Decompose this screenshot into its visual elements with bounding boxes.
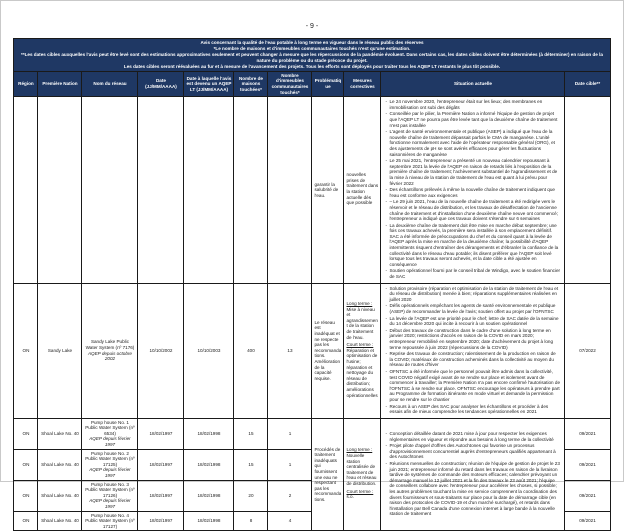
cell-problem: Le réseau est inadéquat et ne respecte pas les recommandations. Amélioration de la capacité requise.	[312, 283, 344, 418]
situation-item: - La levée de l'AQEP est une priorité pour le chef; lettre de SAC datée de la semaine du 14 décembre 2020 qui incite à recourir à un soutien opérationnel	[384, 316, 560, 327]
situation-item: - Le 24 novembre 2020, l'entrepreneur était sur les lieux; des membranes en immobilisation ont subi des dégâts	[384, 99, 560, 110]
cell-target-date	[565, 97, 610, 283]
cell-nation: Shoal Lake No. 40	[38, 418, 82, 449]
cell-buildings: 4	[268, 511, 312, 531]
header-target: Date cible**	[565, 71, 610, 96]
cell-nation	[38, 97, 82, 283]
header-situation: Situation actuelle	[381, 71, 565, 96]
network-name: Pump house No. 4 Public Water System (nº 17127)	[85, 512, 135, 529]
cell-region: ON	[14, 511, 38, 531]
cell-nation: Sandy Lake	[38, 283, 82, 418]
cell-homes: 8	[234, 511, 268, 531]
cell-situation	[381, 97, 565, 283]
cell-measures	[344, 97, 381, 283]
table-row-shoal-1	[14, 418, 610, 449]
situation-list	[383, 285, 562, 417]
banner-note-dates: **Les dates cibles auxquelles l'avis peut être levé sont des estimations approximatives seulement et peuvent changer à mesure que les répercussions de la pandémie évoluent. Dans certains cas, les dates cibles doivent être déterminées (à déterminer) en raison de la nature du problème ou du stade précoce du projet.	[21, 51, 603, 63]
situation-item: - Conception détaillée datant de 2021 mise à jour pour respecter les exigences réglementaires en vigueur et répondre aux besoins à long terme de la collectivité	[384, 431, 560, 442]
cell-network	[82, 511, 138, 531]
header-date-lt: Date à laquelle l'avis est devenu un AQEP LT (JJ/MM/AAAA)	[184, 71, 234, 96]
header-measures: Mesures correctives	[344, 71, 381, 96]
short-term-text: s.o.	[346, 494, 354, 500]
short-term-text: Réparation et optimisation de l'usine; réparation et nettoyage du réseau de distribution; améliorations opérationnelles	[346, 347, 378, 398]
cell-measures	[344, 283, 381, 418]
cell-target-date: 09/2021	[565, 480, 610, 511]
cell-nation: Shoal Lake No. 40	[38, 480, 82, 511]
long-term-label: Long terme :	[346, 301, 373, 307]
situation-item: - Le 25 mai 2021, l'entrepreneur a présenté un nouveau calendrier repoussant à septembre 2021 la levée de l'AQEP en raison de retards liés à l'exposition de la première chaîne de traitement; l'achèvement substantiel de l'agrandissement et de la mise à niveau de la station de traitement de l'eau est quant à lui prévu pour février 2022	[384, 158, 560, 186]
cell-nation: Shoal Lake No. 40	[38, 511, 82, 531]
cell-date-lt: 18/02/1998	[184, 480, 234, 511]
situation-item: - Défis opérationnels empêchant les agents de santé environnementale et publique (ASEP) de recommander la levée de l'avis; soutien offert au projet par l'OFNTSC	[384, 303, 560, 314]
header-problem: Problématique	[312, 71, 344, 96]
cell-buildings	[268, 97, 312, 283]
network-note: AQEP depuis février 1997	[89, 498, 131, 509]
cell-target-date: 07/2022	[565, 283, 610, 418]
banner-title: Avis concernant la qualité de l'eau potable à long terme en vigueur dans le réseau public des réserves	[200, 40, 424, 45]
network-note: AQEP depuis octobre 2002	[87, 350, 132, 362]
long-term-text: Nouvelle station centralisée de traitement de l'eau et réseau de distribution.	[346, 452, 377, 486]
cell-homes: 20	[234, 480, 268, 511]
cell-buildings: 1	[268, 449, 312, 480]
short-term-label: Court terme :	[346, 488, 374, 494]
table-row-sandy-lake	[14, 283, 610, 418]
cell-network	[82, 480, 138, 511]
measures-fragment: nouvelles prises de traitement dans la station actuelle dès que possible	[346, 172, 379, 206]
header-network: Nom du réseau	[82, 71, 138, 96]
situation-item: - – Le 29 juin 2021, l'eau de la nouvelle chaîne de traitement a été redirigée vers le réservoir et le réseau de distribution, et les travaux de désaffectation de l'ancienne chaîne de traitement et d'installation d'une deuxième chaîne neuve ont commencé; l'entrepreneur a indiqué que ces travaux doivent s'étendre sur 6 semaines	[384, 199, 560, 221]
cell-region: ON	[14, 418, 38, 449]
header-homes: Nombre de maisons touchées*	[234, 71, 268, 96]
cell-homes: 15	[234, 418, 268, 449]
cell-date: 18/02/1997	[138, 449, 184, 480]
short-term-label: Court terme :	[346, 342, 374, 348]
banner-note-efforts: Les dates cibles seront réévaluées au fur et à mesure de l'avancement des projets. Tous les efforts sont déployés pour traiter tous les AQEP LT restants le plus tôt possible.	[123, 63, 501, 69]
long-term-text: Mise à niveau et agrandissement de la station de traitement de l'eau.	[346, 306, 378, 340]
cell-target-date: 09/2021	[565, 418, 610, 449]
cell-region: ON	[14, 283, 38, 418]
cell-date-lt: 18/02/1998	[184, 511, 234, 531]
situation-item: - La deuxième chaîne de traitement doit être mise en marche début septembre; une fois ces travaux achevés, la première sera installée à son emplacement définitif. SAC a été informée de préoccupations du chef et du conseil quant à la levée de l'AQEP après la mise en marche de la deuxième chaîne; la possibilité d'AQEP intermittents risquent d'entraîner des dérangements et d'ébranler la confiance de la collectivité dans le réseau d'eau potable; ils disent préférer que l'AQEP soit levé lorsque tous les travaux seront achevés, et la date cible a été ajustée en conséquence	[384, 223, 560, 268]
cell-measures-shared	[344, 418, 381, 531]
cell-date-lt: 18/02/1998	[184, 449, 234, 480]
cell-situation	[381, 283, 565, 418]
situation-item: - Solution provisoire (réparation et optimisation de la station de traitement de l'eau et du réseau de distribution) menée à bien; réparations supplémentaires réalisées en juillet 2020	[384, 286, 560, 303]
advisories-table	[13, 38, 610, 531]
situation-item: - Recours à un ASEP des SAC pour analyser les échantillons et procéder à des essais afin de mieux comprendre les tendances opérationnelles en 2021	[384, 404, 560, 415]
cell-network	[82, 97, 138, 283]
cell-date	[138, 97, 184, 283]
cell-region: ON	[14, 480, 38, 511]
banner-note-homes: *Le nombre de maisons et d'immeubles communautaires touchés n'est qu'une estimation.	[213, 45, 411, 51]
situation-item: - Soutien opérationnel fourni par le conseil tribal de Windigo, avec le soutien financier de SAC	[384, 268, 560, 279]
cell-buildings: 2	[268, 480, 312, 511]
header-buildings: Nombre d'immeubles communautaires touchés*	[268, 71, 312, 96]
header-nation: Première Nation	[38, 71, 82, 96]
table-banner	[14, 39, 610, 72]
cell-situation-shared	[381, 418, 565, 531]
cell-date-lt	[184, 97, 234, 283]
network-note: AQEP depuis février 1997	[89, 436, 131, 448]
situation-item: - Conseillée par le pilier, la Première Nation a informé l'équipe de gestion de projet que l'AQEP LT ne pourra pas être levée tant que la deuxième chaîne de traitement n'est pas installée	[384, 111, 560, 128]
cell-homes: 400	[234, 283, 268, 418]
cell-date: 18/02/1997	[138, 511, 184, 531]
measures-short-term	[346, 489, 378, 500]
network-name: Pump house No. 1 Public Water System (nº 6534)	[85, 419, 135, 436]
cell-region	[14, 97, 38, 283]
cell-date: 10/10/2002	[138, 283, 184, 418]
situation-item: - OFNTSC a été informée que le personnel pouvait être admis dans la collectivité, test COVID négatif exigé avant de se rendre sur place et isolement avant de commencer à travailler; la Première Nation n'a pas encore confirmé l'autorisation de l'OFNTSC à se rendre sur place. OFNTSC encourage les opérateurs à prendre part au Programme de formation itinérante en mode virtuel et demande la permission pour se rendre sur le chantier	[384, 369, 560, 403]
cell-problem-shared: Procédés de traitement inadéquats qui fournissent une eau ne respectant pas les recommandations.	[312, 418, 344, 531]
cell-date: 18/02/1997	[138, 480, 184, 511]
long-term-label: Long terme :	[346, 447, 373, 453]
network-name: Pump house No. 2 Public Water System (nº 17125)	[85, 450, 135, 467]
situation-list	[383, 430, 562, 519]
situation-item: - Reprise des travaux de construction; ralentissement de la production en raison de la COVID; matériaux de construction acheminés dans la collectivité au moyen du réseau de routes d'hiver	[384, 351, 560, 368]
table-row-continuation	[14, 97, 610, 283]
cell-problem: garantir la salubrité de l'eau.	[312, 97, 344, 283]
situation-list	[383, 98, 562, 281]
cell-target-date: 09/2021	[565, 449, 610, 480]
page-number: - 9 -	[305, 23, 319, 30]
cell-date-lt: 10/10/2003	[184, 283, 234, 418]
situation-item: - Des échantillons prélevés à même la nouvelle chaîne de traitement indiquent que l'eau est conforme aux exigences	[384, 187, 560, 198]
cell-region: ON	[14, 449, 38, 480]
measures-long-term	[346, 301, 378, 340]
network-name: Sandy Lake Public Water System (nº 7176)	[85, 339, 135, 351]
cell-network	[82, 418, 138, 449]
cell-date: 18/02/1997	[138, 418, 184, 449]
measures-short-term	[346, 342, 378, 398]
cell-target-date: 09/2021	[565, 511, 610, 531]
network-name: Pump house No. 3 Public Water System (nº 17126)	[85, 481, 135, 498]
situation-item: - Début des travaux de construction dans le cadre d'une solution à long terme en janvier 2020; restrictions d'accès en raison de la COVID en mars 2020; entrepreneur remobilisé en septembre 2020; date d'achèvement du projet à long terme repoussée à juin 2022 (répercussions de la COVID)	[384, 328, 560, 350]
cell-buildings: 1	[268, 418, 312, 449]
header-region: Région	[14, 71, 38, 96]
cell-nation: Shoal Lake No. 40	[38, 449, 82, 480]
measures-long-term	[346, 447, 378, 486]
cell-homes	[234, 97, 268, 283]
situation-item: - L'agent de santé environnementale et publique (ASEP) a indiqué que l'eau de la nouvelle chaîne de traitement dépassait parfois le CMA de manganèse. L'unité fonctionne normalement avec l'aide de l'opérateur responsable général (ORG), et des ajustements de pH se sont avérés efficaces pour gérer les fluctuations saisonnières de manganèse	[384, 129, 560, 157]
situation-item: - Réunions mensuelles de construction; réunion de l'équipe de gestion de projet le 23 juin 2021; entrepreneur informé du retard dans les travaux en raison de la livraison tardive de systèmes de commande des moteurs efficaces; calendrier prévoyant un démarrage manuel le 12 juillet 2021 et la fin des travaux le 23 août 2021; l'équipe de conseillers collabore avec l'entrepreneur pour accélérer les choses, si possible; les autres problèmes touchant la mise en service comprennent la coordination des divers fournisseurs et sous-traitants sur place pour la date de démarrage cible (en raison des protocoles de COVID-19 et d'un marché surchargé), et retards dans l'installation par Bell Canada d'une connexion internet à large bande à la nouvelle station de traitement	[384, 461, 560, 517]
cell-buildings: 13	[268, 283, 312, 418]
cell-date-lt: 18/02/1998	[184, 418, 234, 449]
cell-network	[82, 283, 138, 418]
cell-network	[82, 449, 138, 480]
cell-homes: 15	[234, 449, 268, 480]
header-date: Date (JJ/MM/AAAA)	[138, 71, 184, 96]
network-note: AQEP depuis février 1997	[89, 467, 131, 479]
situation-item: - Projet pilote d'appel d'offres des Autochtones qui favorise un processus d'approvisionnement concurrentiel auprès d'entrepreneurs qualifiés appartenant à des Autochtones	[384, 443, 560, 460]
header-row	[14, 71, 610, 96]
